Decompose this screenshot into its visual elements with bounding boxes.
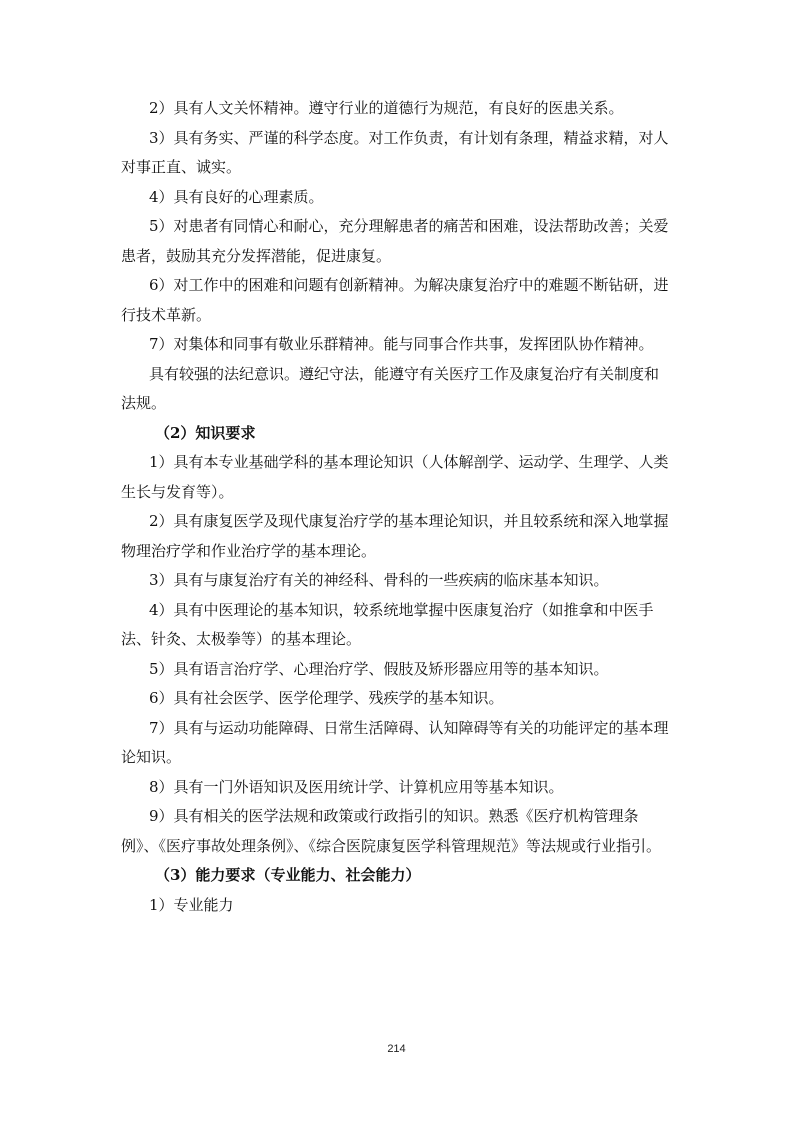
paragraph-innovation: 6）对工作中的困难和问题有创新精神。为解决康复治疗中的难题不断钻研，进行技术革新。 (121, 276, 669, 324)
section-heading-knowledge: （2）知识要求 (155, 423, 256, 442)
paragraph-patient-empathy: 5）对患者有同情心和耐心，充分理解患者的痛苦和困难，设法帮助改善；关爱患者，鼓励其充分发挥潜能，促进康复。 (121, 217, 669, 265)
paragraph-teamwork: 7）对集体和同事有敬业乐群精神。能与同事合作共事，发挥团队协作精神。 (149, 335, 654, 353)
paragraph-knowledge-tcm: 4）具有中医理论的基本知识，较系统地掌握中医康复治疗（如推拿和中医手法、针灸、太极拳等）的基本理论。 (121, 600, 654, 648)
paragraph-knowledge-regulations: 9）具有相关的医学法规和政策或行政指引的知识。熟悉《医疗机构管理条例》、《医疗事故处理条例》、《综合医院康复医学科管理规范》等法规或行业指引。 (121, 807, 662, 855)
paragraph-professional-ability: 1）专业能力 (149, 895, 234, 914)
paragraph-knowledge-basic-theory: 1）具有本专业基础学科的基本理论知识（人体解剖学、运动学、生理学、人类生长与发育等）。 (121, 453, 669, 501)
paragraph-knowledge-language-statistics: 8）具有一门外语知识及医用统计学、计算机应用等基本知识。 (149, 777, 564, 796)
paragraph-knowledge-social-medicine: 6）具有社会医学、医学伦理学、残疾学的基本知识。 (149, 689, 504, 707)
paragraph-knowledge-rehab-medicine: 2）具有康复医学及现代康复治疗学的基本理论知识，并且较系统和深入地掌握物理治疗学和作业治疗学的基本理论。 (121, 512, 669, 560)
paragraph-scientific-attitude: 3）具有务实、严谨的科学态度。对工作负责，有计划有条理，精益求精，对人对事正直、诚实。 (121, 128, 669, 176)
paragraph-legal-awareness: 具有较强的法纪意识。遵纪守法，能遵守有关医疗工作及康复治疗有关制度和法规。 (121, 364, 660, 412)
paragraph-knowledge-function-assessment: 7）具有与运动功能障碍、日常生活障碍、认知障碍等有关的功能评定的基本理论知识。 (121, 718, 669, 766)
page-number: 214 (387, 1043, 406, 1055)
paragraph-knowledge-speech-therapy: 5）具有语言治疗学、心理治疗学、假肢及矫形器应用等的基本知识。 (149, 659, 609, 678)
paragraph-humanistic-care: 2）具有人文关怀精神。遵守行业的道德行为规范，有良好的医患关系。 (149, 99, 624, 117)
paragraph-psychological-quality: 4）具有良好的心理素质。 (149, 187, 324, 206)
paragraph-knowledge-clinical: 3）具有与康复治疗有关的神经科、骨科的一些疾病的临床基本知识。 (149, 571, 609, 589)
document-body (121, 94, 673, 920)
section-heading-ability: （3）能力要求（专业能力、社会能力） (155, 866, 421, 884)
